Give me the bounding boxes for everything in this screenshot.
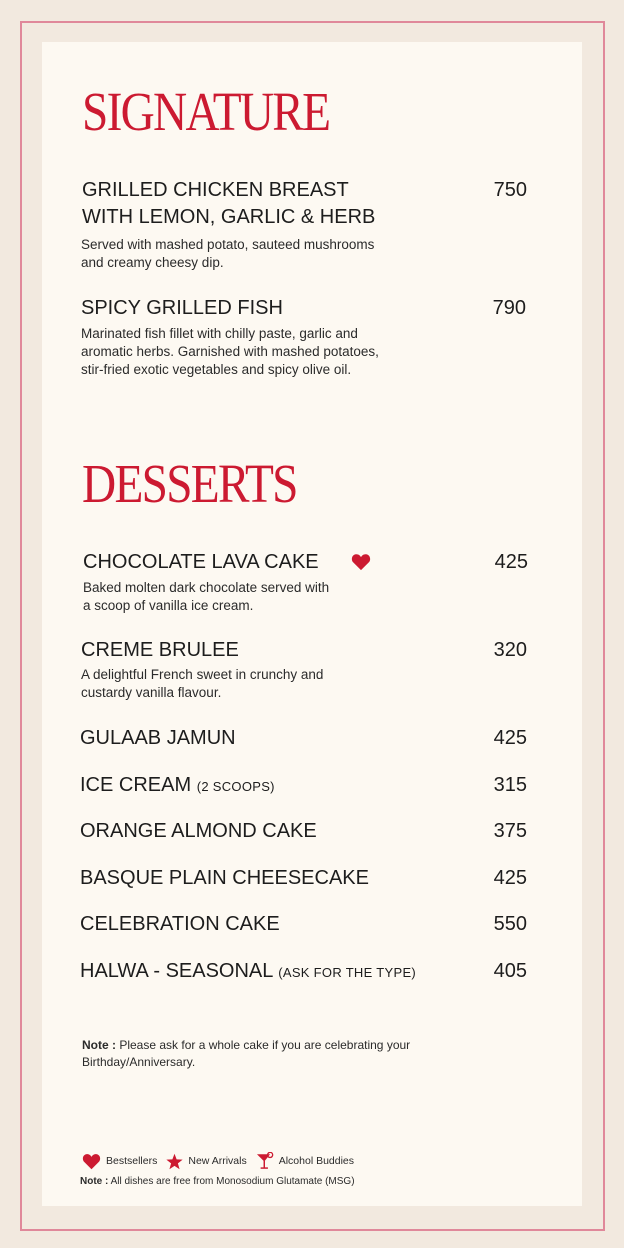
menu-item-name-line: WITH LEMON, GARLIC & HERB [82,206,376,228]
description-line: custardy vanilla flavour. [81,685,222,700]
menu-item-description [81,325,379,379]
menu-item-name [80,958,416,986]
msg-footnote [80,1176,355,1187]
menu-item-description [81,666,323,702]
cocktail-glass-icon [256,1152,274,1171]
description-line: A delightful French sweet in crunchy and [81,667,324,682]
cake-note [82,1037,482,1071]
menu-item-name: SPICY GRILLED FISH [81,297,283,319]
note-label: Note : [82,1038,116,1052]
menu-item-price: 405 [493,960,527,982]
menu-item-price: 425 [493,727,527,749]
heart-icon [351,553,371,571]
description-line: a scoop of vanilla ice cream. [83,598,254,613]
menu-item-price: 320 [493,639,527,661]
legend-item-alcohol-buddies [256,1152,354,1171]
menu-item-price: 315 [493,774,527,796]
description-line: Served with mashed potato, sauteed mushrooms [81,237,375,252]
menu-item-name: ORANGE ALMOND CAKE [80,820,317,842]
menu-item-name: CELEBRATION CAKE [80,913,280,935]
menu-item-name-suffix: (2 SCOOPS) [196,779,275,794]
menu-item-name-text: ICE CREAM [80,774,192,796]
menu-item-name: GULAAB JAMUN [80,727,236,749]
desserts-section-title: DESSERTS [82,453,297,514]
signature-section-title: SIGNATURE [82,81,330,142]
menu-item-description [83,579,329,615]
footnote-label: Note : [80,1176,109,1187]
legend [82,1151,363,1171]
description-line: stir-fried exotic vegetables and spicy olive oil. [81,362,352,377]
menu-item-name-line: GRILLED CHICKEN BREAST [82,179,349,201]
note-text: Please ask for a whole cake if you are celebrating your [116,1038,411,1052]
menu-item-name-text: HALWA - SEASONAL [80,960,273,982]
menu-item-price: 425 [494,551,528,573]
footnote-text: All dishes are free from Monosodium Glutamate (MSG) [108,1176,355,1187]
menu-item-price: 375 [493,820,527,842]
heart-icon [82,1153,101,1170]
description-line: and creamy cheesy dip. [81,255,224,270]
legend-label: Alcohol Buddies [278,1155,355,1167]
legend-label: New Arrivals [188,1155,247,1167]
description-line: aromatic herbs. Garnished with mashed potatoes, [81,344,379,359]
menu-item-name [80,772,275,800]
description-line: Baked molten dark chocolate served with [83,580,330,595]
legend-label: Bestsellers [106,1155,158,1167]
menu-item-price: 550 [493,913,527,935]
note-line: Birthday/Anniversary. [82,1055,196,1069]
menu-item-price: 425 [493,867,527,889]
menu-item-price: 790 [492,297,526,319]
menu-item-description [81,236,374,272]
star-icon [166,1153,183,1170]
menu-item-name: CREME BRULEE [81,639,239,661]
legend-item-new-arrivals [166,1153,246,1170]
menu-item-price: 750 [493,179,527,201]
description-line: Marinated fish fillet with chilly paste, garlic and [81,326,358,341]
menu-item-name-suffix: (ASK FOR THE TYPE) [278,965,417,980]
menu-item-name: BASQUE PLAIN CHEESECAKE [80,867,369,889]
legend-item-bestsellers [82,1153,157,1170]
menu-item-name: CHOCOLATE LAVA CAKE [83,551,319,573]
note-line [82,1037,482,1054]
menu-item-name [82,177,375,231]
